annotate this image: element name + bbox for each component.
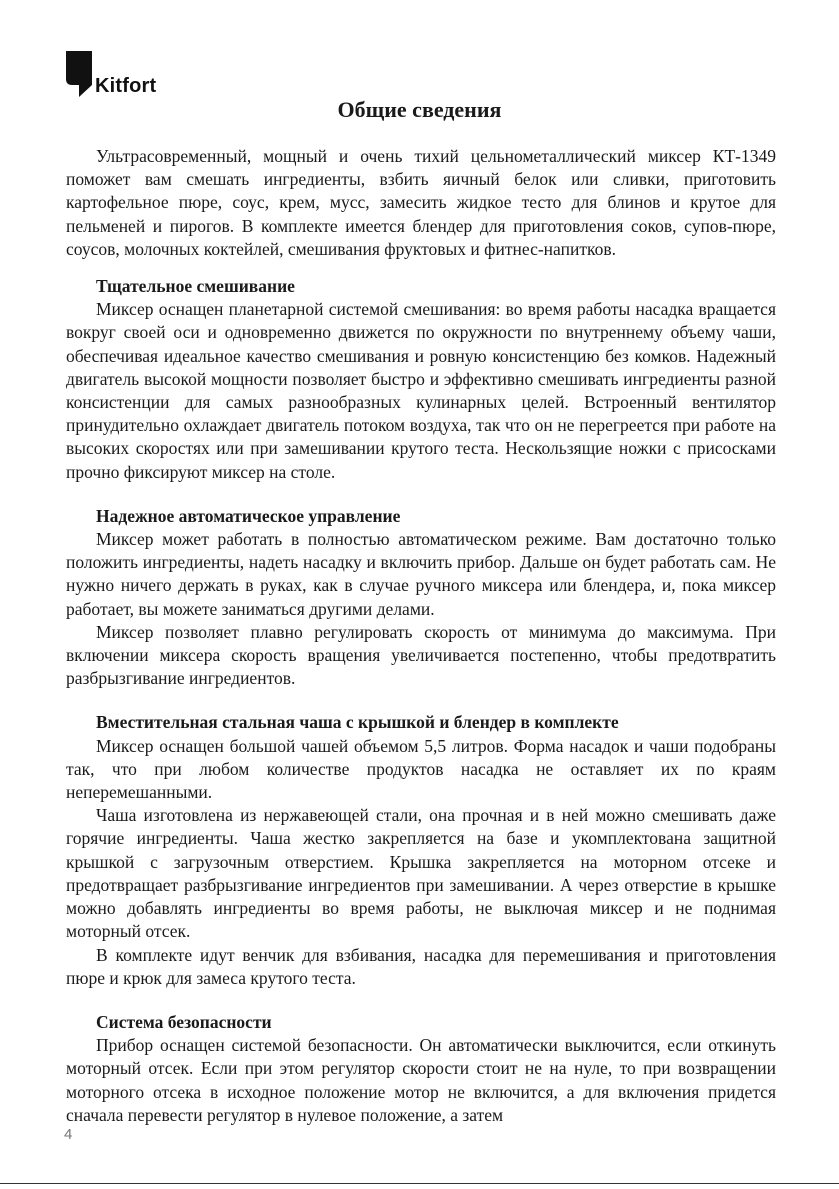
section-heading-control: Надежное автоматическое управление (96, 505, 401, 526)
kitfort-logo (66, 51, 186, 101)
intro-paragraph: Ультрасовременный, мощный и очень тихий цельнометаллический миксер КТ-1349 поможет вам смешать ингредиенты, взбить яичный белок или сливки, приготовить картофельное пюре, соус, крем, мусс, замесить жидкое тесто для блинов и крутое для пельменей и пирогов. В комплекте имеется блендер для приготовления соков, супов-пюре, соусов, молочных коктейлей, смешивания фруктовых и фитнес-напитков. (66, 146, 776, 259)
section-paragraph: Миксер позволяет плавно регулировать скорость от минимума до максимума. При включении миксера скорость вращения увеличивается постепенно, чтобы предотвратить разбрызгивание ингредиентов. (66, 621, 776, 689)
section-heading-mixing: Тщательное смешивание (96, 276, 295, 297)
section-paragraph: Миксер может работать в полностью автоматическом режиме. Вам достаточно только положить ингредиенты, надеть насадку и включить прибор. Дальше он будет работать сам. Не нужно ничего держать в руках, как в случае ручного миксера или блендера, и, пока миксер работает, вы можете заниматься другими делами. (66, 529, 776, 619)
section-heading-bowl: Вместительная стальная чаша с крышкой и блендер в комплекте (96, 712, 619, 733)
bottom-divider (0, 1183, 839, 1184)
page-number: 4 (64, 1126, 73, 1143)
section-paragraph: Чаша изготовлена из нержавеющей стали, она прочная и в ней можно смешивать даже горячие ингредиенты. Чаша жестко закрепляется на базе и укомплектована защитной крышкой с загрузочным отверстием. Крышка закрепляется на моторном отсеке и предотвращает разбрызгивание ингредиентов при замешивании. А через отверстие в крышке можно добавлять ингредиенты во время работы, не выключая миксер и не поднимая моторный отсек. (66, 805, 776, 942)
logo-text: Kitfort (95, 75, 157, 97)
section-paragraph: В комплекте идут венчик для взбивания, насадка для перемешивания и приготовления пюре и крюк для замеса крутого теста. (66, 944, 776, 988)
section-paragraph: Миксер оснащен планетарной системой смешивания: во время работы насадка вращается вокруг своей оси и одновременно движется по окружности по внутреннему объему чаши, обеспечивая идеальное качество смешивания и ровную консистенцию без комков. Надежный двигатель высокой мощности позволяет быстро и эффективно смешивать ингредиенты разной консистенции для самых разнообразных кулинарных целей. Встроенный вентилятор принудительно охлаждает двигатель потоком воздуха, так что он не перегреется при работе на высоких скоростях или при замешивании крутого теста. Нескользящие ножки с присосками прочно фиксируют миксер на столе. (66, 299, 776, 482)
page-title: Общие сведения (337, 97, 502, 122)
section-heading-safety: Система безопасности (96, 1011, 272, 1032)
section-paragraph: Миксер оснащен большой чашей объемом 5,5 литров. Форма насадок и чаши подобраны так, что при любом количестве продуктов насадка не оставляет их по краям неперемешанными. (66, 735, 776, 803)
document-body (66, 145, 776, 1127)
section-paragraph: Прибор оснащен системой безопасности. Он автоматически выключится, если откинуть моторный отсек. Если при этом регулятор скорости стоит не на нуле, то при возвращении моторного отсека в исходное положение мотор не включится, а для включения придется сначала перевести регулятор в нулевое положение, а затем (66, 1035, 776, 1125)
kitfort-logo-icon (66, 51, 92, 97)
